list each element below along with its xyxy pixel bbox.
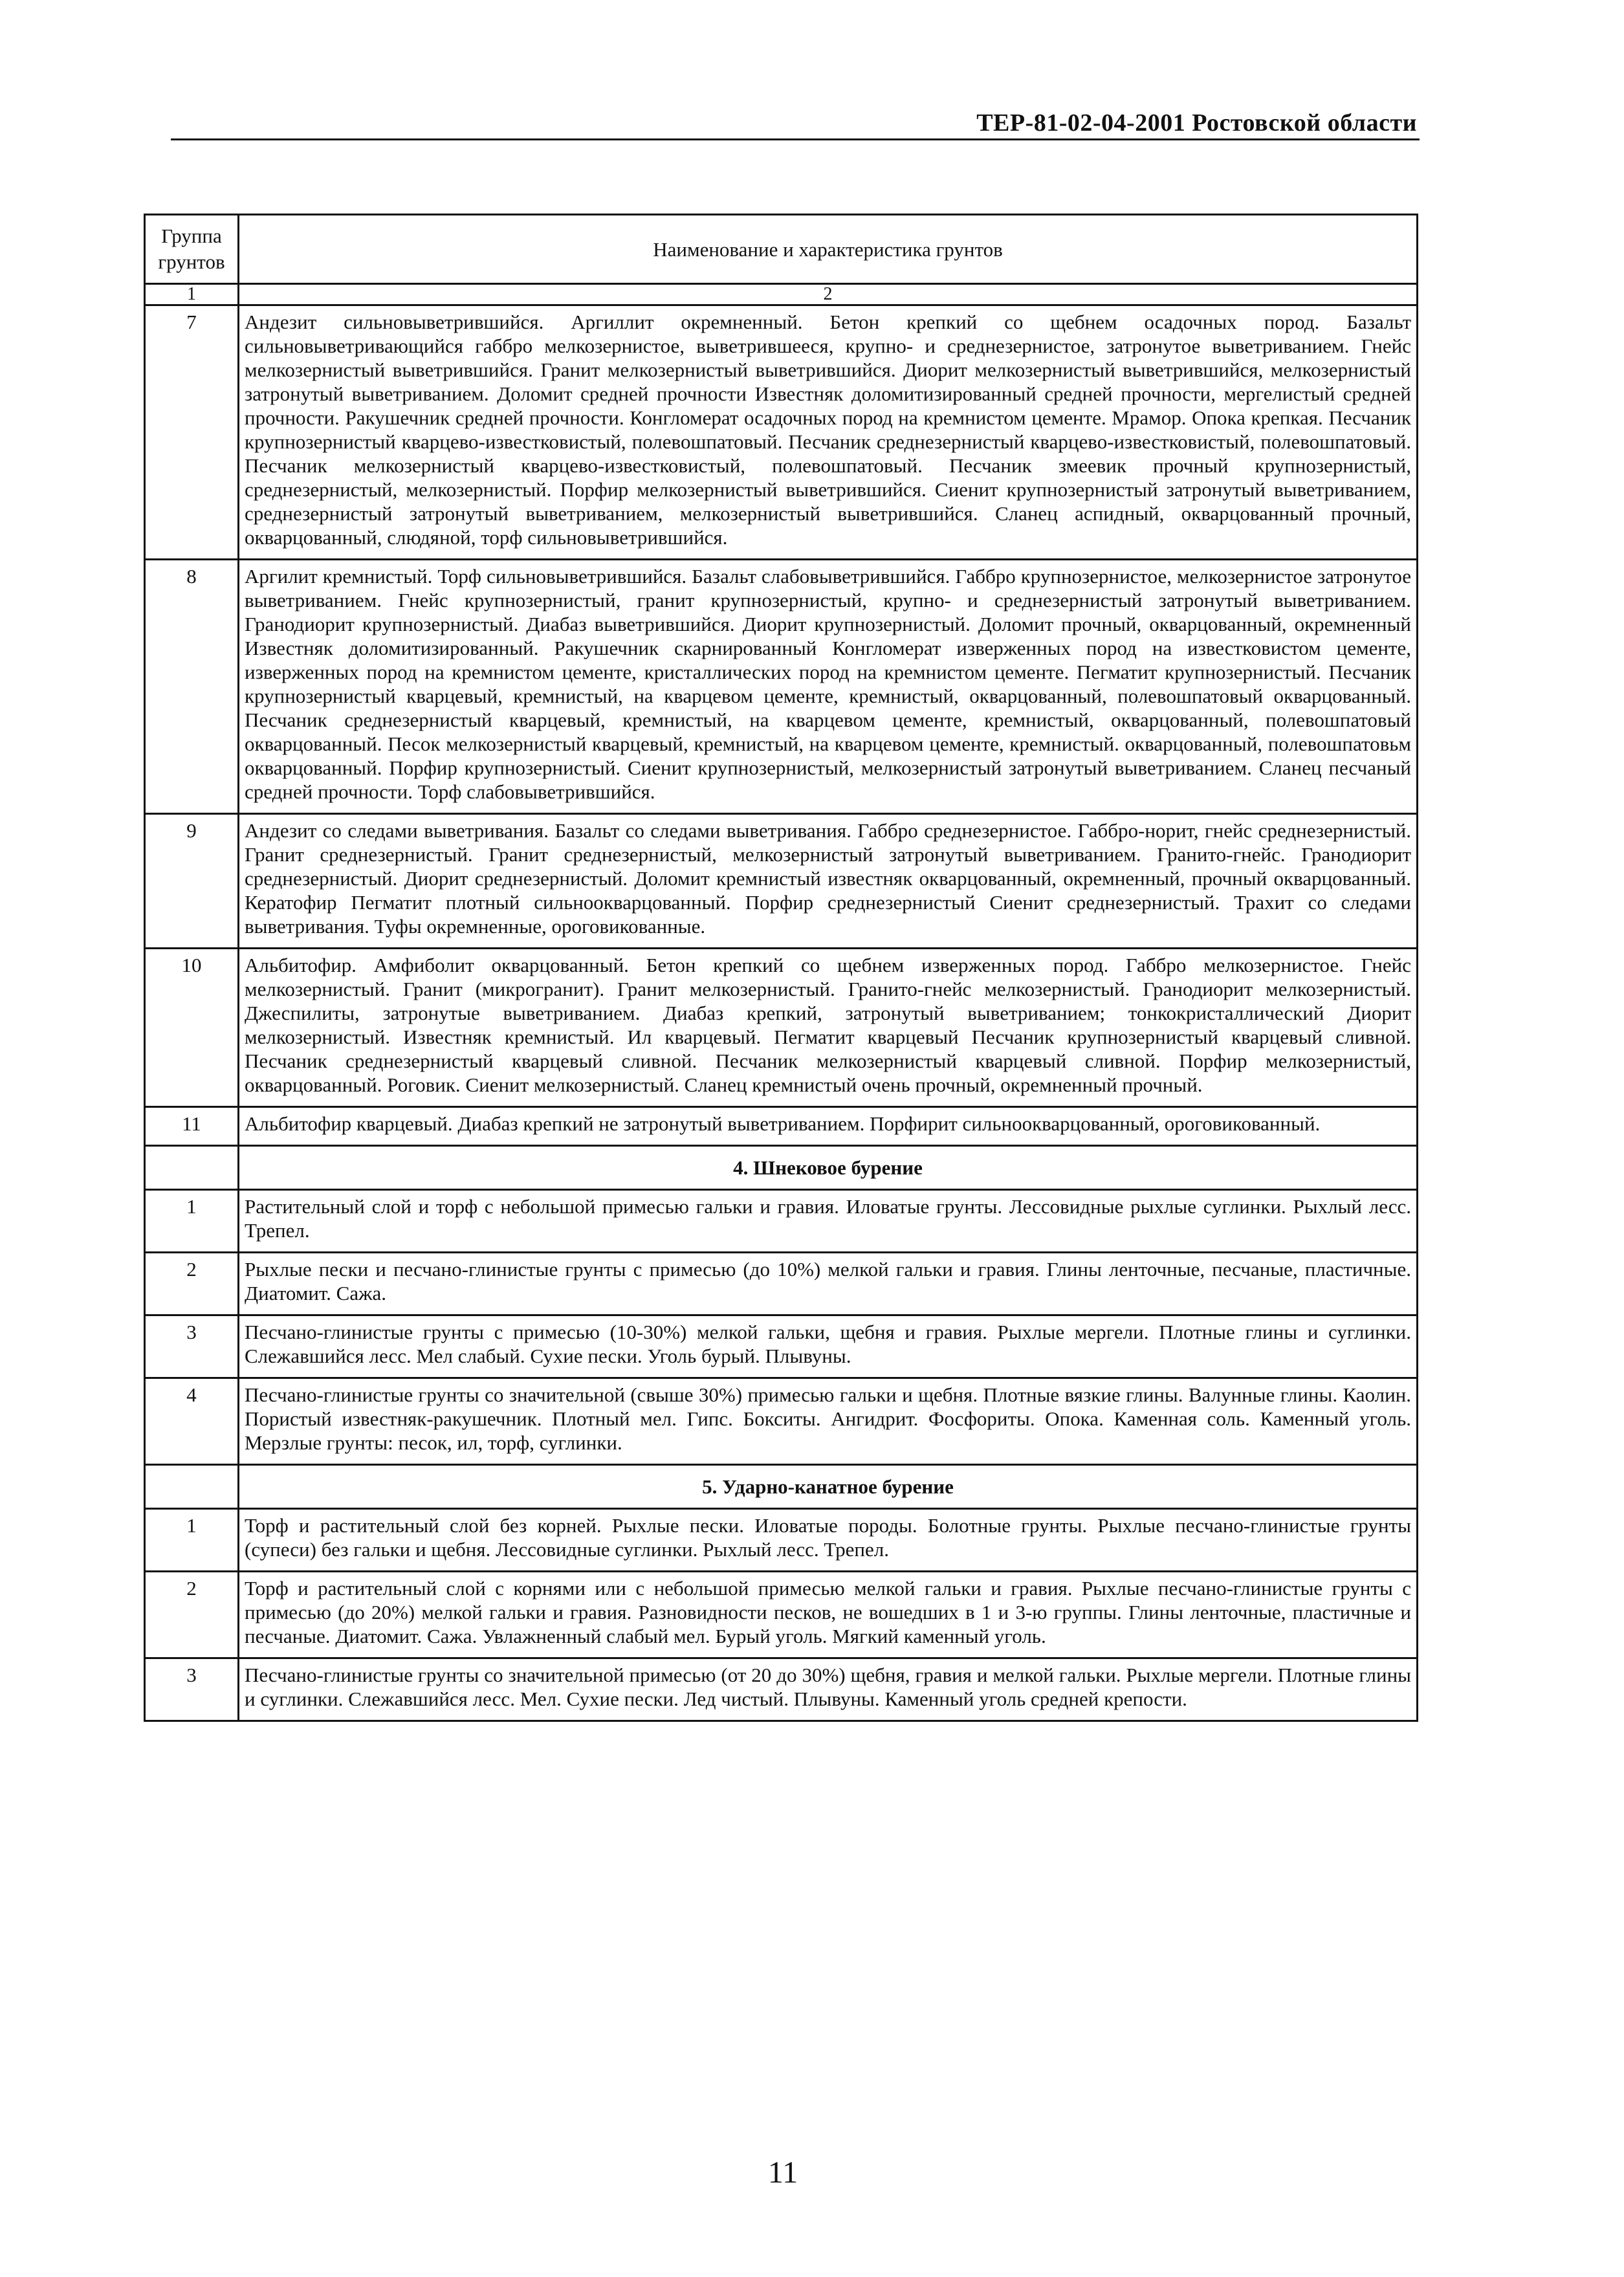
column-number-group: 1: [145, 284, 239, 305]
table-row: [145, 1509, 1418, 1572]
group-number-cell: 1: [145, 1190, 239, 1253]
soil-description-cell: Песчано-глинистые грунты с примесью (10-30%) мелкой гальки, щебня и гравия. Рыхлые мергели. Плотные глины и суглинки. Слежавшийся лесс. Мел слабый. Сухие пески. Уголь бурый. Плывуны.: [239, 1315, 1418, 1378]
soil-description-cell: Андезит сильновыветрившийся. Аргиллит окремненный. Бетон крепкий со щебнем осадочных пород. Базальт сильновыветривающийся габбро мелкозернистое, выветрившееся, крупно- и среднезернистое, затронутое выветриванием. Гнейс мелкозернистый выветрившийся. Гранит мелкозернистый выветрившийся. Диорит мелкозернистый выветрившийся, мелкозернистый затронутый выветриванием. Доломит средней прочности Известняк доломитизированный средней прочности, мергелистый средней прочности. Ракушечник средней прочности. Конгломерат осадочных пород на кремнистом цементе. Мрамор. Опока крепкая. Песчаник крупнозернистый кварцево-известковистый, полевошпатовый. Песчаник среднезернистый кварцево-известковистый, полевошпатовый. Песчаник мелкозернистый кварцево-известковистый, полевошпатовый. Песчаник змеевик прочный крупнозернистый, среднезернистый, мелкозернистый. Порфир мелкозернистый выветрившийся. Сиенит крупнозернистый затронутый выветриванием, среднезернистый затронутый выветриванием, мелкозернистый выветрившийся. Сланец аспидный, окварцованный прочный, окварцованный, слюдяной, торф сильновыветрившийся.: [239, 305, 1418, 560]
group-number-cell: 4: [145, 1378, 239, 1465]
group-number-cell: 3: [145, 1658, 239, 1721]
header-rule: [171, 138, 1420, 140]
group-number-cell: 8: [145, 560, 239, 814]
group-number-cell: 9: [145, 814, 239, 949]
soil-description-cell: Торф и растительный слой без корней. Рыхлые пески. Иловатые породы. Болотные грунты. Рыхлые песчано-глинистые грунты (супеси) без гальки и щебня. Лессовидные суглинки. Рыхлый лесс. Трепел.: [239, 1509, 1418, 1572]
soil-description-cell: Песчано-глинистые грунты со значительной примесью (от 20 до 30%) щебня, гравия и мелкой гальки. Рыхлые мергели. Плотные глины и суглинки. Слежавшийся лесс. Мел. Сухие пески. Лед чистый. Плывуны. Каменный уголь средней крепости.: [239, 1658, 1418, 1721]
table-row: [145, 1658, 1418, 1721]
section-title-cell: 5. Ударно-канатное бурение: [239, 1465, 1418, 1509]
group-number-cell: [145, 1465, 239, 1509]
column-header-group: Группа грунтов: [145, 215, 239, 284]
table-row: [145, 1107, 1418, 1146]
page-number: 11: [767, 2155, 798, 2190]
column-number-row: [145, 284, 1418, 305]
table-row: [145, 1572, 1418, 1658]
document-title: ТЕР-81-02-04-2001 Ростовской области: [976, 109, 1417, 137]
group-number-cell: 2: [145, 1253, 239, 1315]
soil-groups-table: [144, 214, 1418, 1722]
group-number-cell: 2: [145, 1572, 239, 1658]
group-number-cell: 10: [145, 949, 239, 1107]
table-row: [145, 949, 1418, 1107]
soil-description-cell: Андезит со следами выветривания. Базальт со следами выветривания. Габбро среднезернистое. Габбро-норит, гнейс среднезернистый. Гранит среднезернистый. Гранит среднезернистый, мелкозернистый затронутый выветриванием. Гранито-гнейс. Гранодиорит среднезернистый. Диорит среднезернистый. Доломит кремнистый известняк окварцованный, окремненный, прочный окварцованный. Кератофир Пегматит плотный сильноокварцованный. Порфир среднезернистый Сиенит среднезернистый. Трахит со следами выветривания. Туфы окремненные, ороговикованные.: [239, 814, 1418, 949]
soil-description-cell: Растительный слой и торф с небольшой примесью гальки и гравия. Иловатые грунты. Лессовидные рыхлые суглинки. Рыхлый лесс. Трепел.: [239, 1190, 1418, 1253]
soil-description-cell: Аргилит кремнистый. Торф сильновыветрившийся. Базальт слабовыветрившийся. Габбро крупнозернистое, мелкозернистое затронутое выветриванием. Гнейс крупнозернистый, гранит крупнозернистый, крупно- и среднезернистый затронутый выветриванием. Гранодиорит крупнозернистый. Диабаз выветрившийся. Диорит крупнозернистый. Доломит прочный, окварцованный, окремненный Известняк доломитизированный. Ракушечник скарнированный Конгломерат изверженных пород на известковистом цементе, изверженных пород на кремнистом цементе, кристаллических пород на кремнистом цементе. Пегматит крупнозернистый. Песчаник крупнозернистый кварцевый, кремнистый, на кварцевом цементе, кремнистый, окварцованный, полевошпатовый окварцованный. Песчаник среднезернистый кварцевый, кремнистый, на кварцевом цементе, кремнистый, окварцованный, полевошпатовый окварцованный. Песок мелкозернистый кварцевый, кремнистый, на кварцевом цементе, кремнистый. окварцованный, полевошпатовьм окварцованный. Порфир крупнозернистый. Сиенит крупнозернистый, мелкозернистый затронутый выветриванием. Сланец песчаный средней прочности. Торф слабовыветрившийся.: [239, 560, 1418, 814]
section-header-row: [145, 1146, 1418, 1190]
table-row: [145, 1253, 1418, 1315]
group-number-cell: [145, 1146, 239, 1190]
section-title-cell: 4. Шнековое бурение: [239, 1146, 1418, 1190]
table-header-row: [145, 215, 1418, 284]
soil-description-cell: Альбитофир. Амфиболит окварцованный. Бетон крепкий со щебнем изверженных пород. Габбро мелкозернистое. Гнейс мелкозернистый. Гранит (микрогранит). Гранит мелкозернистый. Гранито-гнейс мелкозернистый. Гранодиорит мелкозернистый. Джеспилиты, затронутые выветриванием. Диабаз крепкий, затронутый выветриванием; тонкокристаллический Диорит мелкозернистый. Известняк кремнистый. Ил кварцевый. Пегматит кварцевый Песчаник крупнозернистый кварцевый сливной. Песчаник среднезернистый кварцевый сливной. Песчаник мелкозернистый кварцевый сливной. Порфир мелкозернистый, окварцованный. Роговик. Сиенит мелкозернистый. Сланец кремнистый очень прочный, окремненный прочный.: [239, 949, 1418, 1107]
column-number-description: 2: [239, 284, 1418, 305]
table-row: [145, 1315, 1418, 1378]
section-header-row: [145, 1465, 1418, 1509]
table-row: [145, 814, 1418, 949]
group-number-cell: 11: [145, 1107, 239, 1146]
column-header-description: Наименование и характеристика грунтов: [239, 215, 1418, 284]
soil-description-cell: Песчано-глинистые грунты со значительной (свыше 30%) примесью гальки и щебня. Плотные вязкие глины. Валунные глины. Каолин. Пористый известняк-ракушечник. Плотный мел. Гипс. Бокситы. Ангидрит. Фосфориты. Опока. Каменная соль. Каменный уголь. Мерзлые грунты: песок, ил, торф, суглинки.: [239, 1378, 1418, 1465]
soil-description-cell: Торф и растительный слой с корнями или с небольшой примесью мелкой гальки и гравия. Рыхлые песчано-глинистые грунты с примесью (до 20%) мелкой гальки и гравия. Разновидности песков, не вошедших в 1 и 3-ю группы. Глины ленточные, пластичные и песчаные. Диатомит. Сажа. Увлажненный слабый мел. Бурый уголь. Мягкий каменный уголь.: [239, 1572, 1418, 1658]
table-row: [145, 1190, 1418, 1253]
table-row: [145, 305, 1418, 560]
soil-description-cell: Альбитофир кварцевый. Диабаз крепкий не затронутый выветриванием. Порфирит сильноокварцованный, ороговикованный.: [239, 1107, 1418, 1146]
table-row: [145, 560, 1418, 814]
group-number-cell: 7: [145, 305, 239, 560]
table-row: [145, 1378, 1418, 1465]
soil-description-cell: Рыхлые пески и песчано-глинистые грунты с примесью (до 10%) мелкой гальки и гравия. Глины ленточные, песчаные, пластичные. Диатомит. Сажа.: [239, 1253, 1418, 1315]
group-number-cell: 1: [145, 1509, 239, 1572]
group-number-cell: 3: [145, 1315, 239, 1378]
